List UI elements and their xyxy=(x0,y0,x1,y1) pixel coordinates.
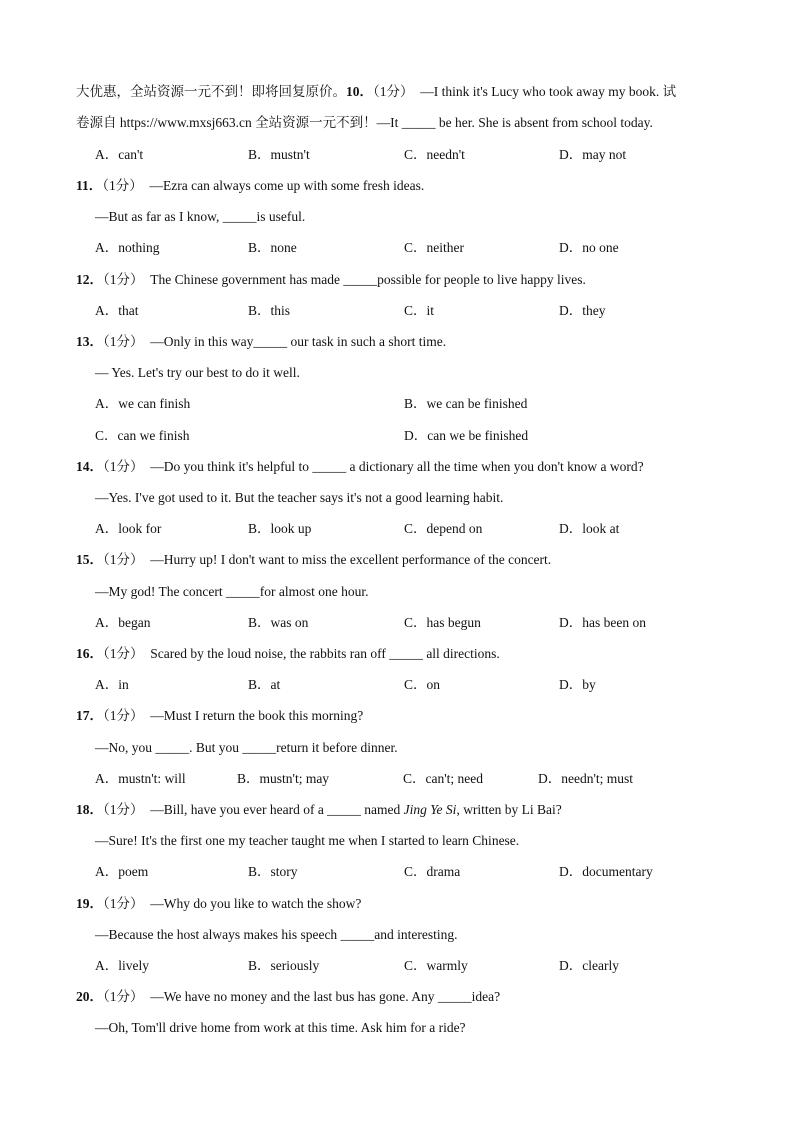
question-16 xyxy=(76,645,500,663)
question-text: —Bill, have you ever heard of a _____ named xyxy=(150,802,404,817)
question-text-end: , written by Li Bai? xyxy=(456,802,562,817)
question-score: （1分） xyxy=(103,272,144,287)
question-text: —Ezra can always come up with some fresh ideas. xyxy=(149,178,425,193)
option-d[interactable]: D．has been on xyxy=(559,615,646,630)
question-19-line-2: —Because the host always makes his speech _____and interesting. xyxy=(95,927,458,942)
promo-text: 大优惠，全站资源一元不到！即将回复原价。 xyxy=(76,84,346,99)
header-line-1 xyxy=(76,83,676,101)
option-d[interactable]: D．no one xyxy=(559,240,619,255)
question-17-line-2: —No, you _____. But you _____return it before dinner. xyxy=(95,740,398,755)
option-a[interactable]: A．we can finish xyxy=(95,396,191,411)
question-score: （1分） xyxy=(103,708,144,723)
question-score: （1分） xyxy=(373,84,414,99)
option-c[interactable]: C．needn't xyxy=(404,147,465,162)
option-d[interactable]: D．they xyxy=(559,303,606,318)
question-score: （1分） xyxy=(103,552,144,567)
option-a[interactable]: A．in xyxy=(95,677,129,692)
question-score: （1分） xyxy=(103,802,144,817)
question-15 xyxy=(76,551,551,569)
option-c[interactable]: C．can't; need xyxy=(403,771,484,786)
option-a[interactable]: A．look for xyxy=(95,521,162,536)
option-c[interactable]: C．depend on xyxy=(404,521,483,536)
option-b[interactable]: B．look up xyxy=(248,521,312,536)
question-number: 20． xyxy=(76,989,103,1004)
option-d[interactable]: D．by xyxy=(559,677,596,692)
header-line-2 xyxy=(76,114,653,132)
option-d[interactable]: D．needn't; must xyxy=(538,771,634,786)
question-number: 17． xyxy=(76,708,103,723)
promo-text-2: 卷源自 https://www.mxsj663.cn 全站资源一元不到！—It _____ be her. She is absent from school today. xyxy=(76,115,653,130)
question-20 xyxy=(76,988,500,1006)
question-number: 11． xyxy=(76,178,103,193)
question-15-line-2: —My god! The concert _____for almost one hour. xyxy=(95,584,369,599)
question-text: —Why do you like to watch the show? xyxy=(150,896,362,911)
option-c[interactable]: C．neither xyxy=(404,240,464,255)
question-score: （1分） xyxy=(103,646,144,661)
question-text: —Do you think it's helpful to _____ a dictionary all the time when you don't know a word? xyxy=(150,459,644,474)
question-13 xyxy=(76,333,446,351)
option-a[interactable]: A．that xyxy=(95,303,139,318)
option-c[interactable]: C．on xyxy=(404,677,441,692)
question-text: The Chinese government has made _____possible for people to live happy lives. xyxy=(150,272,586,287)
question-11 xyxy=(76,177,424,195)
option-a[interactable]: A．began xyxy=(95,615,151,630)
question-12 xyxy=(76,271,586,289)
question-20-line-2: —Oh, Tom'll drive home from work at this time. Ask him for a ride? xyxy=(95,1020,466,1035)
option-c[interactable]: C．can we finish xyxy=(95,428,190,443)
option-b[interactable]: B．mustn't; may xyxy=(237,771,330,786)
question-14 xyxy=(76,458,644,476)
question-text: —I think it's Lucy who took away my book. 试 xyxy=(420,84,677,99)
option-a[interactable]: A．mustn't: will xyxy=(95,771,186,786)
question-number: 13． xyxy=(76,334,103,349)
question-score: （1分） xyxy=(103,989,144,1004)
question-number: 18． xyxy=(76,802,103,817)
question-17 xyxy=(76,707,363,725)
question-number: 15． xyxy=(76,552,103,567)
option-c[interactable]: C．has begun xyxy=(404,615,481,630)
option-d[interactable]: D．clearly xyxy=(559,958,619,973)
question-18 xyxy=(76,801,562,819)
option-c[interactable]: C．warmly xyxy=(404,958,468,973)
question-text: —Only in this way_____ our task in such a short time. xyxy=(150,334,447,349)
option-b[interactable]: B．this xyxy=(248,303,291,318)
option-b[interactable]: B．story xyxy=(248,864,298,879)
question-text: Scared by the loud noise, the rabbits ran off _____ all directions. xyxy=(150,646,500,661)
question-18-line-2: —Sure! It's the first one my teacher taught me when I started to learn Chinese. xyxy=(95,833,520,848)
question-number: 10． xyxy=(346,84,373,99)
question-number: 14． xyxy=(76,459,103,474)
option-d[interactable]: D．may not xyxy=(559,147,627,162)
question-score: （1分） xyxy=(103,896,144,911)
question-text: —Hurry up! I don't want to miss the excellent performance of the concert. xyxy=(150,552,552,567)
question-14-line-2: —Yes. I've got used to it. But the teacher says it's not a good learning habit. xyxy=(95,490,504,505)
question-text: —Must I return the book this morning? xyxy=(150,708,364,723)
option-a[interactable]: A．lively xyxy=(95,958,149,973)
option-b[interactable]: B．was on xyxy=(248,615,309,630)
option-b[interactable]: B．mustn't xyxy=(248,147,310,162)
question-score: （1分） xyxy=(103,459,144,474)
option-b[interactable]: B．we can be finished xyxy=(404,396,528,411)
option-c[interactable]: C．drama xyxy=(404,864,461,879)
option-b[interactable]: B．none xyxy=(248,240,297,255)
question-number: 12． xyxy=(76,272,103,287)
option-b[interactable]: B．seriously xyxy=(248,958,320,973)
question-text: —We have no money and the last bus has gone. Any _____idea? xyxy=(150,989,501,1004)
option-d[interactable]: D．can we be finished xyxy=(404,428,529,443)
question-19 xyxy=(76,895,361,913)
question-score: （1分） xyxy=(103,334,144,349)
option-d[interactable]: D．documentary xyxy=(559,864,653,879)
option-a[interactable]: A．poem xyxy=(95,864,149,879)
poem-title: Jing Ye Si xyxy=(403,802,457,817)
question-number: 16． xyxy=(76,646,103,661)
question-11-line-2: —But as far as I know, _____is useful. xyxy=(95,209,306,224)
option-a[interactable]: A．can't xyxy=(95,147,144,162)
question-13-line-2: — Yes. Let's try our best to do it well. xyxy=(95,365,300,380)
question-number: 19． xyxy=(76,896,103,911)
option-d[interactable]: D．look at xyxy=(559,521,620,536)
option-c[interactable]: C．it xyxy=(404,303,435,318)
question-score: （1分） xyxy=(102,178,143,193)
option-a[interactable]: A．nothing xyxy=(95,240,160,255)
option-b[interactable]: B．at xyxy=(248,677,281,692)
